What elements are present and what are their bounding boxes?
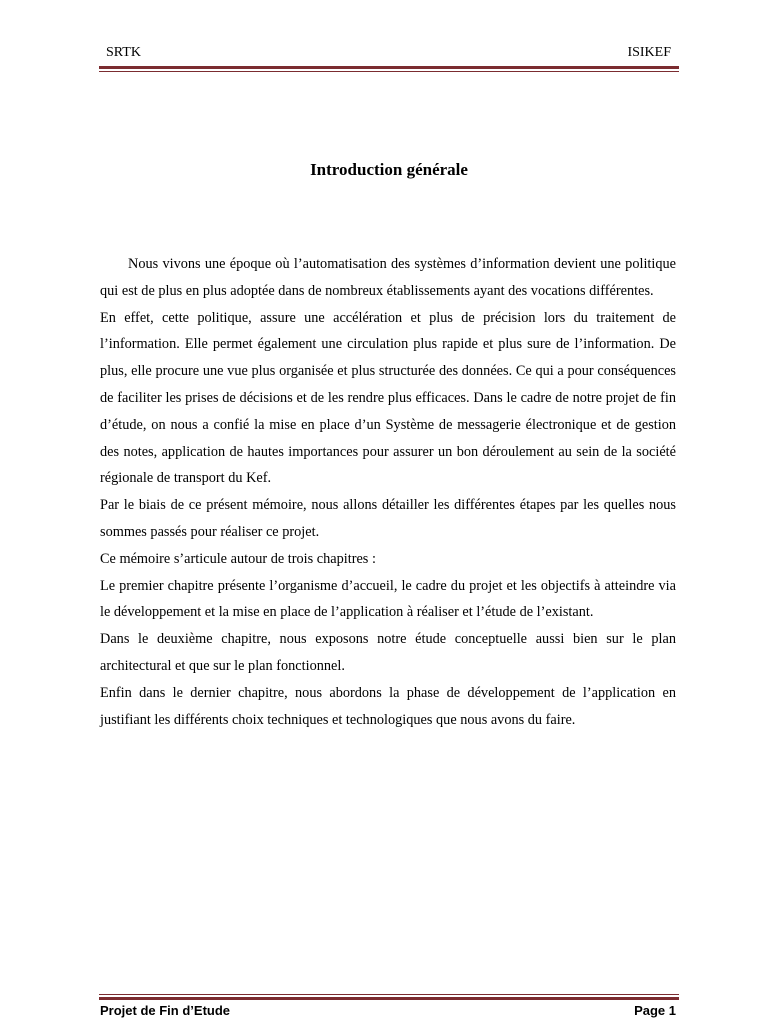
paragraph-6: Dans le deuxième chapitre, nous exposons notre étude conceptuelle aussi bien sur le plan architectural et que sur le plan fonctionnel.	[100, 631, 676, 674]
paragraph-5: Le premier chapitre présente l’organisme d’accueil, le cadre du projet et les objectifs à atteindre via le développement et la mise en place de l’application à réaliser et l’étude de l’existant.	[100, 577, 676, 621]
header-right-text: ISIKEF	[627, 45, 671, 60]
header-rule-thin	[99, 71, 679, 72]
paragraph-3: Par le biais de ce présent mémoire, nous allons détailler les différentes étapes par les quelles nous sommes passés pour réaliser ce projet.	[100, 497, 676, 540]
paragraph-1: Nous vivons une époque où l’automatisation des systèmes d’information devient une politique qui est de plus en plus adoptée dans de nombreux établissements ayant des vocations différentes.	[100, 256, 676, 299]
paragraph-2: En effet, cette politique, assure une accélération et plus de précision lors du traitement de l’information. Elle permet également une circulation plus rapide et plus sure de l’information. De plus, elle procure une vue plus organisée et plus structurée des données. Ce qui a pour conséquences de faciliter les prises de décisions et de les rendre plus efficaces. Dans le cadre de notre projet de fin d’étude, on nous a confié la mise en place d’un Système de messagerie électronique et de gestion des notes, application de hautes importances pour assurer un bon déroulement au sein de la société régionale de transport du Kef.	[100, 309, 676, 487]
header-rule-thick	[99, 66, 679, 69]
header-left-text: SRTK	[106, 45, 141, 60]
footer-left-text: Projet de Fin d’Etude	[100, 1003, 231, 1018]
body-text	[100, 251, 676, 733]
paragraph-7: Enfin dans le dernier chapitre, nous abordons la phase de développement de l’application en justifiant les différents choix techniques et technologiques que nous avons du faire.	[100, 684, 676, 728]
paragraph-4: Ce mémoire s’articule autour de trois chapitres :	[100, 550, 376, 567]
footer-rule-thick	[99, 997, 679, 1000]
page-number: Page 1	[634, 1003, 676, 1018]
page-title: Introduction générale	[310, 160, 468, 179]
footer-rule-thin	[99, 994, 679, 995]
